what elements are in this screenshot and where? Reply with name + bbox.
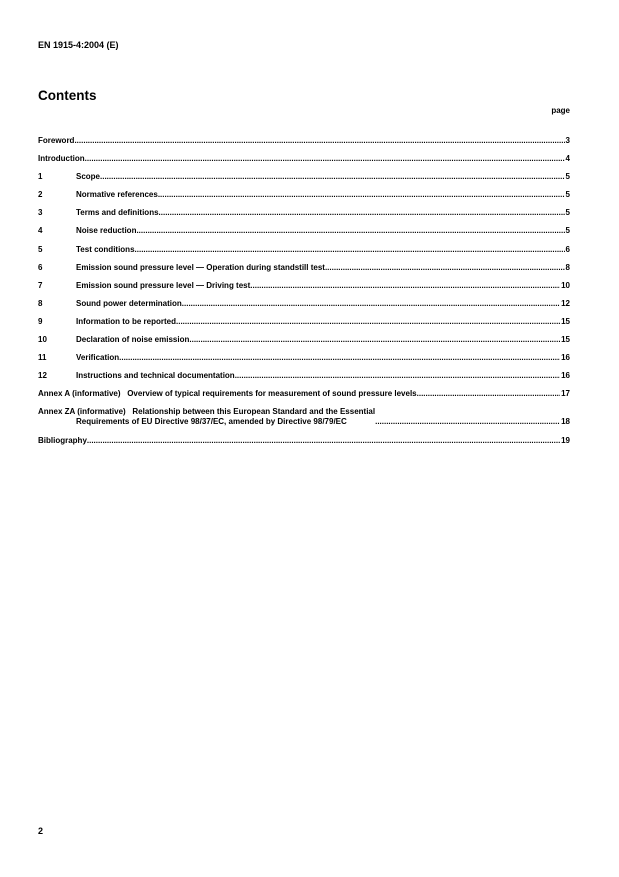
toc-leader-dots [176, 317, 560, 327]
toc-entry-page: 4 [565, 154, 570, 164]
toc-entry-number: 4 [38, 226, 43, 236]
toc-entry-title: Verification [76, 353, 120, 363]
toc-entry-page: 12 [561, 298, 570, 308]
toc-entry-page: 5 [565, 172, 570, 182]
toc-entry-page: 18 [561, 417, 570, 427]
toc-entry-bibliography[interactable] [38, 436, 570, 446]
document-header: EN 1915-4:2004 (E) [38, 40, 119, 50]
toc-entry-instructions[interactable] [38, 371, 570, 381]
toc-leader-dots [135, 245, 565, 255]
toc-entry-terms-and-definitions[interactable] [38, 208, 570, 218]
toc-entry-title [38, 407, 375, 427]
toc-entry-scope[interactable] [38, 172, 570, 182]
toc-entry-verification[interactable] [38, 353, 570, 363]
toc-entry-title: Test conditions [76, 244, 135, 254]
toc-entry-page: 10 [561, 280, 570, 290]
toc-entry-standstill-test[interactable] [38, 263, 570, 273]
toc-entry-number: 7 [38, 280, 43, 290]
toc-entry-number: 1 [38, 172, 43, 182]
toc-entry-page: 5 [565, 208, 570, 218]
toc-entry-number: 3 [38, 208, 43, 218]
toc-entry-page: 3 [565, 136, 570, 145]
contents-heading: Contents [38, 88, 97, 103]
toc-entry-title: Emission sound pressure level — Operation during standstill test [76, 262, 325, 272]
toc-leader-dots [158, 190, 565, 200]
toc-entry-page: 17 [561, 389, 570, 399]
toc-leader-dots [182, 299, 560, 309]
toc-leader-dots [87, 436, 560, 446]
toc-entry-driving-test[interactable] [38, 281, 570, 291]
toc-entry-normative-references[interactable] [38, 190, 570, 200]
toc-entry-page: 19 [561, 435, 570, 445]
toc-entry-sound-power[interactable] [38, 299, 570, 309]
toc-leader-dots [417, 389, 560, 399]
toc-entry-number: 10 [38, 335, 47, 345]
toc-entry-foreword[interactable] [38, 136, 570, 146]
toc-entry-title: Declaration of noise emission [76, 335, 190, 345]
toc-entry-number: 12 [38, 371, 47, 381]
toc-entry-page: 15 [561, 316, 570, 326]
toc-leader-dots [159, 208, 565, 218]
page-column-label: page [551, 106, 570, 115]
toc-entry-page: 16 [561, 353, 570, 363]
table-of-contents [38, 136, 570, 454]
toc-entry-title-line1: Annex ZA (informative) Relationship between this European Standard and the Essential [38, 407, 376, 417]
toc-leader-dots [74, 136, 564, 146]
toc-entry-page: 6 [565, 244, 570, 254]
toc-entry-page: 8 [565, 262, 570, 272]
toc-leader-dots [100, 172, 565, 182]
toc-entry-annex-za[interactable] [38, 407, 570, 427]
toc-leader-dots [235, 371, 560, 381]
toc-leader-dots [375, 417, 560, 427]
toc-entry-title: Terms and definitions [76, 208, 159, 218]
toc-entry-annex-a[interactable] [38, 389, 570, 399]
toc-leader-dots [119, 353, 560, 363]
toc-entry-introduction[interactable] [38, 154, 570, 164]
toc-entry-page: 5 [565, 190, 570, 200]
toc-leader-dots [189, 335, 560, 345]
toc-leader-dots [325, 263, 565, 273]
toc-leader-dots [250, 281, 560, 291]
toc-entry-information-reported[interactable] [38, 317, 570, 327]
toc-entry-title: Annex A (informative) Overview of typical requirements for measurement of sound pressure levels [38, 389, 417, 399]
toc-entry-number: 9 [38, 316, 43, 326]
toc-entry-number: 6 [38, 262, 43, 272]
toc-entry-page: 16 [561, 371, 570, 381]
toc-entry-title: Introduction [38, 154, 85, 164]
toc-entry-declaration[interactable] [38, 335, 570, 345]
toc-entry-number: 5 [38, 244, 43, 254]
toc-entry-title: Foreword [38, 136, 75, 145]
toc-entry-number: 8 [38, 298, 43, 308]
toc-entry-number: 11 [38, 353, 47, 363]
page-number: 2 [38, 826, 44, 836]
toc-entry-title: Scope [76, 172, 101, 182]
toc-entry-title: Bibliography [38, 435, 87, 445]
toc-entry-title: Information to be reported [76, 316, 176, 326]
toc-entry-number: 2 [38, 190, 43, 200]
toc-leader-dots [136, 226, 564, 236]
toc-entry-title: Instructions and technical documentation [76, 371, 235, 381]
toc-entry-test-conditions[interactable] [38, 245, 570, 255]
toc-entry-page: 5 [565, 226, 570, 236]
toc-entry-title: Emission sound pressure level — Driving test [76, 280, 251, 290]
toc-entry-page: 15 [561, 335, 570, 345]
toc-entry-title: Noise reduction [76, 226, 137, 236]
toc-leader-dots [85, 154, 565, 164]
toc-entry-noise-reduction[interactable] [38, 226, 570, 236]
toc-entry-title-line2: Requirements of EU Directive 98/37/EC, amended by Directive 98/79/EC [76, 417, 347, 427]
toc-entry-title: Normative references [76, 190, 158, 200]
toc-entry-title: Sound power determination [76, 298, 182, 308]
